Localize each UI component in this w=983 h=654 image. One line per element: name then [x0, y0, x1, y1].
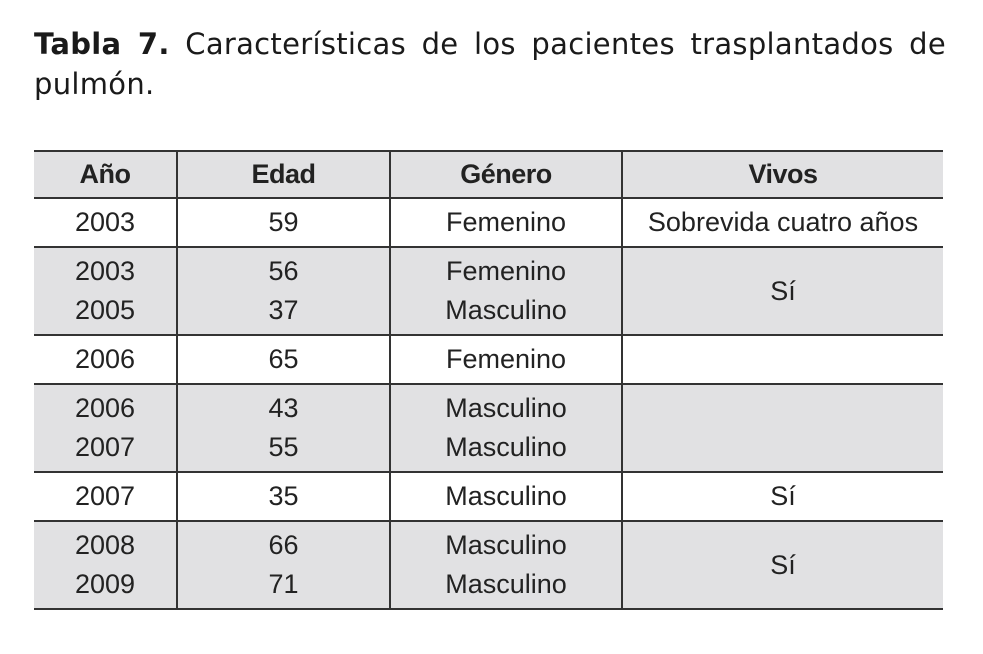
cell-genero — [390, 472, 622, 521]
table-caption — [34, 24, 946, 104]
edad-value: 56 — [268, 256, 299, 286]
anio-value: 2005 — [74, 295, 136, 325]
cell-edad — [177, 384, 390, 472]
vivos-value: Sobrevida cuatro años — [647, 207, 919, 237]
anio-value: 2003 — [74, 256, 136, 286]
genero-value: Masculino — [445, 295, 567, 325]
genero-value: Femenino — [445, 344, 567, 374]
edad-value: 43 — [268, 393, 299, 423]
cell-anio — [34, 335, 177, 384]
anio-value: 2006 — [74, 393, 136, 423]
edad-value: 35 — [268, 481, 299, 511]
cell-anio — [34, 521, 177, 609]
cell-edad — [177, 521, 390, 609]
cell-genero — [390, 521, 622, 609]
table-row — [34, 247, 943, 335]
cell-genero — [390, 198, 622, 247]
table-row — [34, 335, 943, 384]
anio-value: 2008 — [74, 530, 136, 560]
patients-table — [34, 150, 943, 610]
cell-genero — [390, 247, 622, 335]
anio-value: 2007 — [74, 481, 136, 511]
genero-value: Masculino — [445, 569, 567, 599]
edad-value: 59 — [268, 207, 299, 237]
table-row — [34, 521, 943, 609]
edad-value: 55 — [268, 432, 299, 462]
edad-value: 65 — [268, 344, 299, 374]
genero-value: Masculino — [445, 481, 567, 511]
cell-vivos — [622, 247, 943, 335]
caption-label: Tabla 7. — [34, 27, 170, 61]
table-row — [34, 198, 943, 247]
cell-anio — [34, 472, 177, 521]
genero-value: Femenino — [445, 207, 567, 237]
genero-value: Masculino — [445, 530, 567, 560]
genero-value: Masculino — [445, 393, 567, 423]
genero-value: Femenino — [445, 256, 567, 286]
table-header-row — [34, 151, 943, 198]
cell-anio — [34, 198, 177, 247]
cell-vivos — [622, 384, 943, 472]
cell-edad — [177, 247, 390, 335]
edad-value: 66 — [268, 530, 299, 560]
anio-value: 2003 — [74, 207, 136, 237]
cell-genero — [390, 384, 622, 472]
header-anio: Año — [34, 151, 177, 198]
cell-anio — [34, 247, 177, 335]
cell-genero — [390, 335, 622, 384]
cell-edad — [177, 198, 390, 247]
table-row — [34, 472, 943, 521]
table-row — [34, 384, 943, 472]
anio-value: 2009 — [74, 569, 136, 599]
cell-vivos — [622, 472, 943, 521]
cell-edad — [177, 335, 390, 384]
edad-value: 71 — [268, 569, 299, 599]
header-vivos: Vivos — [622, 151, 943, 198]
caption-text: Características de los pacientes trasplantados de pulmón. — [34, 27, 946, 101]
vivos-value: Sí — [770, 275, 796, 306]
vivos-value: Sí — [770, 549, 796, 580]
cell-vivos — [622, 198, 943, 247]
vivos-value: Sí — [770, 481, 796, 511]
cell-edad — [177, 472, 390, 521]
header-edad: Edad — [177, 151, 390, 198]
anio-value: 2006 — [74, 344, 136, 374]
cell-anio — [34, 384, 177, 472]
genero-value: Masculino — [445, 432, 567, 462]
header-genero: Género — [390, 151, 622, 198]
anio-value: 2007 — [74, 432, 136, 462]
cell-vivos — [622, 335, 943, 384]
cell-vivos — [622, 521, 943, 609]
edad-value: 37 — [268, 295, 299, 325]
